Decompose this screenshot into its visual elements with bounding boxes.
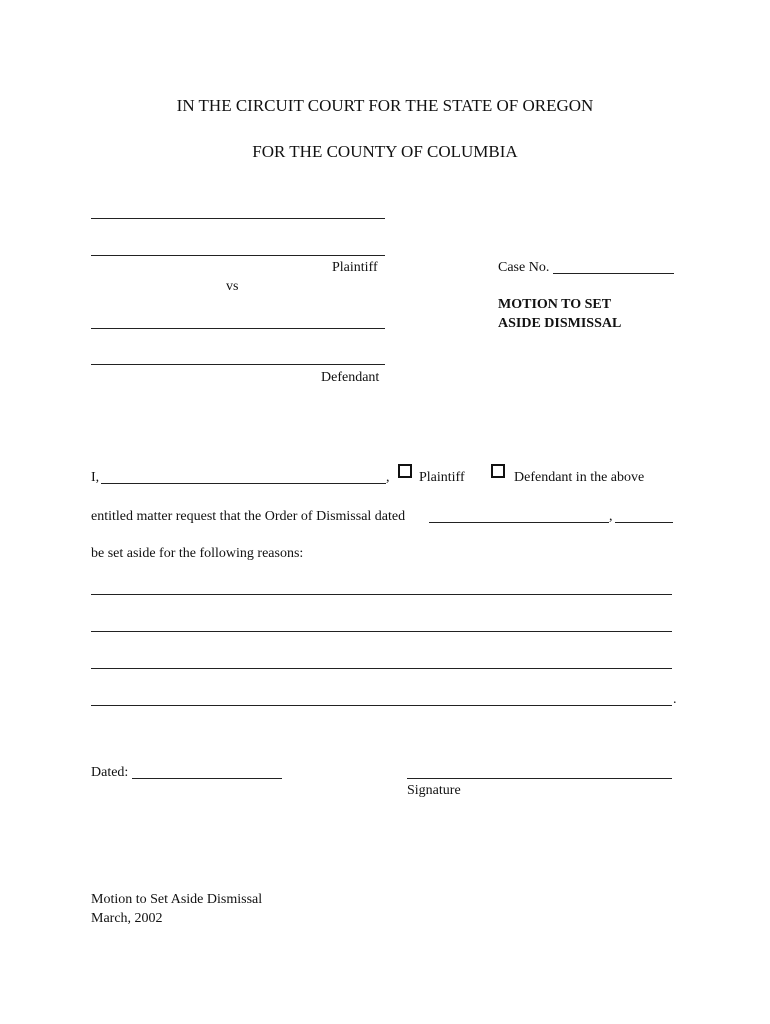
dated-field[interactable] xyxy=(132,778,282,779)
form-date-footer: March, 2002 xyxy=(91,911,163,926)
case-no-field[interactable] xyxy=(553,273,674,274)
plaintiff-name-line-2[interactable] xyxy=(91,255,385,256)
date-comma: , xyxy=(609,509,613,524)
defendant-name-line-1[interactable] xyxy=(91,328,385,329)
defendant-name-line-2[interactable] xyxy=(91,364,385,365)
form-title-footer: Motion to Set Aside Dismissal xyxy=(91,892,263,907)
defendant-label: Defendant xyxy=(321,370,380,385)
plaintiff-checkbox[interactable] xyxy=(398,464,412,478)
defendant-checkbox[interactable] xyxy=(491,464,505,478)
reasons-period: . xyxy=(673,692,677,707)
reason-line-4[interactable] xyxy=(91,705,672,706)
reason-line-3[interactable] xyxy=(91,668,672,669)
court-heading: IN THE CIRCUIT COURT FOR THE STATE OF OREGON xyxy=(176,96,594,115)
dated-label: Dated: xyxy=(91,765,129,780)
signature-label: Signature xyxy=(407,783,461,798)
reason-line-2[interactable] xyxy=(91,631,672,632)
case-no-label: Case No. xyxy=(498,260,550,275)
plaintiff-option-label: Plaintiff xyxy=(419,470,465,485)
vs-label: vs xyxy=(226,279,239,294)
plaintiff-label: Plaintiff xyxy=(332,260,378,275)
reason-line-1[interactable] xyxy=(91,594,672,595)
motion-title-line-1: MOTION TO SET xyxy=(498,297,612,312)
request-text: entitled matter request that the Order of Dismissal dated xyxy=(91,509,406,524)
defendant-option-label: Defendant in the above xyxy=(514,470,645,485)
i-prefix: I, xyxy=(91,470,100,485)
county-heading: FOR THE COUNTY OF COLUMBIA xyxy=(252,142,518,161)
reasons-text: be set aside for the following reasons: xyxy=(91,546,304,561)
motion-title-line-2: ASIDE DISMISSAL xyxy=(498,316,622,331)
dismissal-year-field[interactable] xyxy=(615,522,673,523)
movant-name-field[interactable] xyxy=(101,483,386,484)
name-comma: , xyxy=(386,470,390,485)
dismissal-date-field[interactable] xyxy=(429,522,609,523)
signature-line[interactable] xyxy=(407,778,672,779)
plaintiff-name-line-1[interactable] xyxy=(91,218,385,219)
